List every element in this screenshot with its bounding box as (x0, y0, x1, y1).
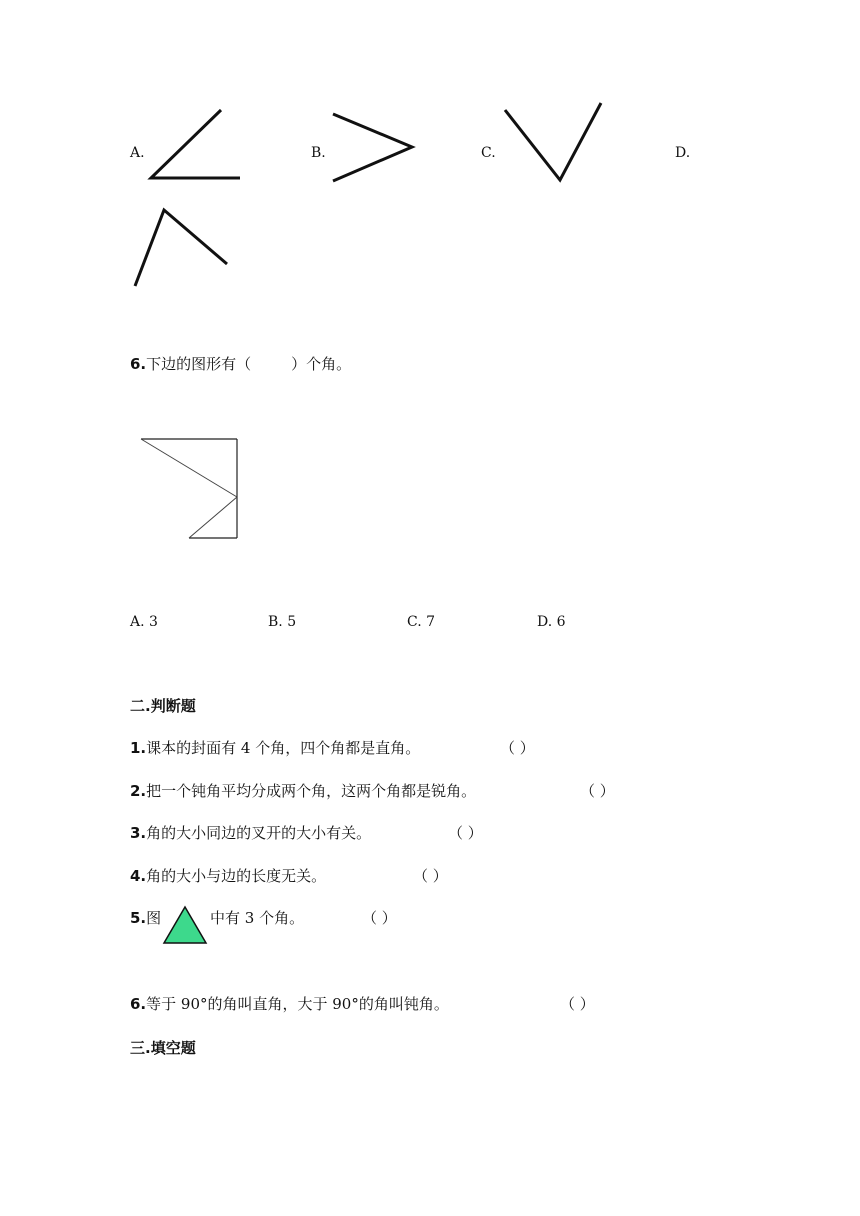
section2-title: 二.判断题 (130, 697, 196, 715)
angle-c-lines (505, 103, 601, 180)
q6-text-after: ）个角。 (291, 355, 352, 373)
judge-item-3-text: 角的大小同边的叉开的大小有关。 (146, 824, 372, 842)
judge-item-1-number: 1. (130, 739, 147, 757)
judge-item-3 (130, 822, 371, 843)
judge-item-4-answer-blank[interactable]: （ ） (413, 867, 448, 885)
judge-item-2-text: 把一个钝角平均分成两个角，这两个角都是锐角。 (146, 782, 477, 800)
judge-item-1-answer-blank[interactable]: （ ） (500, 739, 535, 757)
q6-figure-upper-diagonal (141, 439, 237, 497)
q5-option-b: B. (311, 145, 326, 161)
q6-figure-lower-diagonal (189, 497, 237, 538)
triangle-icon (162, 905, 208, 945)
judge-item-1-text: 课本的封面有 4 个角，四个角都是直角。 (146, 739, 421, 757)
judge-item-2-answer-blank[interactable]: （ ） (580, 782, 615, 800)
judge-item-4-number: 4. (130, 867, 147, 885)
judge-item-4 (130, 865, 326, 886)
judge-item-6-answer-blank[interactable]: （ ） (560, 995, 595, 1013)
judge-item-6 (130, 993, 449, 1014)
q6-number: 6. (130, 355, 147, 373)
judge-item-4-text: 角的大小与边的长度无关。 (146, 867, 327, 885)
q6-option-b: B. 5 (268, 614, 297, 630)
judge-item-6-number: 6. (130, 995, 147, 1013)
q6-text-before: 下边的图形有（ (146, 355, 252, 373)
angle-a-lines (151, 110, 240, 178)
judge-item-5-number: 5. (130, 909, 147, 927)
angle-d-lines (135, 210, 227, 286)
judge-item-3-number: 3. (130, 824, 147, 842)
judge-item-5-answer-blank[interactable]: （ ） (362, 909, 397, 927)
q6-option-a: A. 3 (130, 614, 158, 630)
q5-option-a: A. (130, 145, 145, 161)
judge-item-5-text-before: 图 (146, 909, 162, 927)
q6-option-d: D. 6 (537, 614, 566, 630)
judge-item-2 (130, 780, 476, 801)
section3-title: 三.填空题 (130, 1039, 196, 1057)
q6-option-c: C. 7 (407, 614, 436, 630)
q6-question (130, 353, 351, 374)
q5-option-c: C. (481, 145, 496, 161)
q5-option-d: D. (675, 145, 691, 161)
angle-b-lines (333, 114, 412, 181)
judge-item-6-text: 等于 90°的角叫直角，大于 90°的角叫钝角。 (146, 995, 449, 1013)
judge-item-3-answer-blank[interactable]: （ ） (448, 824, 483, 842)
judge-item-2-number: 2. (130, 782, 147, 800)
judge-item-1 (130, 737, 420, 758)
judge-item-5-text-after: 中有 3 个角。 (210, 909, 305, 927)
judge-item-5 (130, 907, 161, 928)
